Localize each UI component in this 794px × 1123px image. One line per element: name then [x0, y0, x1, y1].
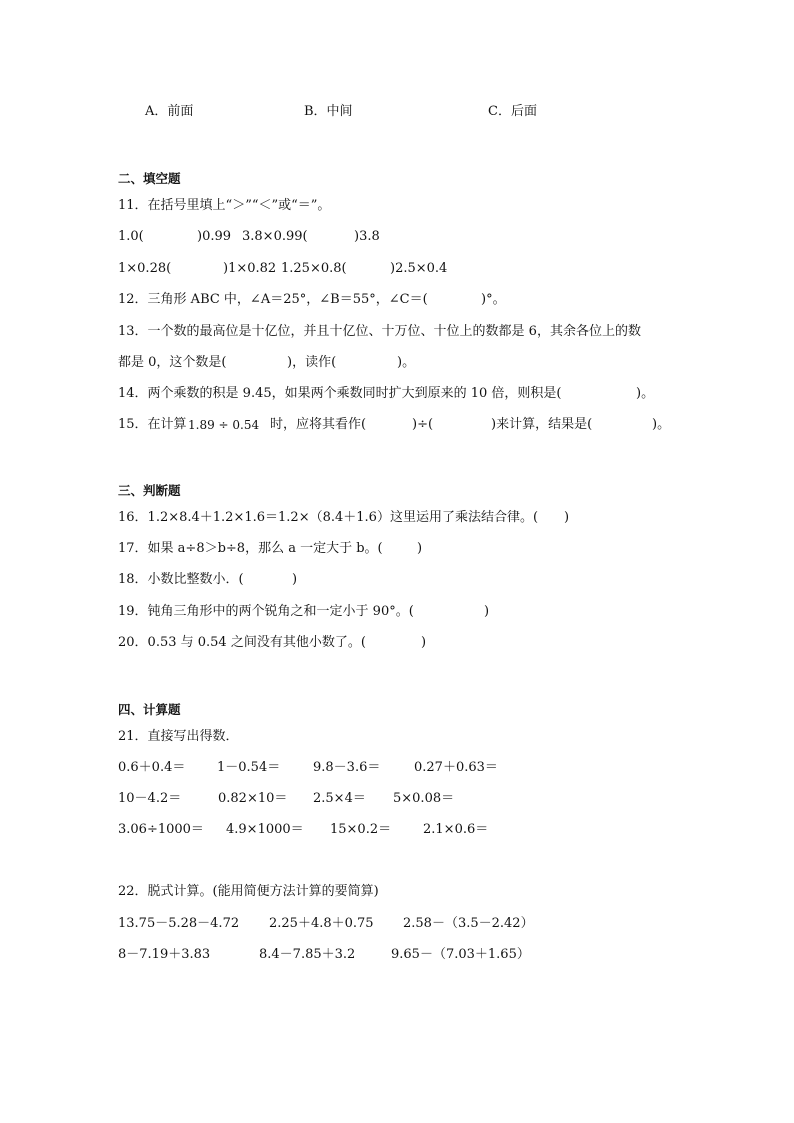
- q21-item: 9.8－3.6＝: [313, 760, 381, 775]
- q15-part-d: )来计算，结果是(: [491, 417, 593, 432]
- q20-part-b: ): [421, 635, 427, 650]
- q21-item: 4.9×1000＝: [226, 822, 304, 837]
- q21-item: 2.5×4＝: [313, 791, 366, 806]
- q15-expression: 1.89 ÷ 0.54: [188, 418, 260, 432]
- q11-row1-part-a: 1.0(: [118, 229, 144, 244]
- q11-row2-part-c: 1.25×0.8(: [281, 261, 347, 276]
- q21-item: 2.1×0.6＝: [423, 822, 489, 837]
- section-title-true-false: 三、判断题: [118, 483, 181, 498]
- q19-part-a: 19．钝角三角形中的两个锐角之和一定小于 90°。(: [118, 604, 414, 619]
- q11-row2-part-d: )2.5×0.4: [390, 261, 448, 276]
- q13-part-c: )。: [397, 355, 416, 370]
- q21-item: 0.27＋0.63＝: [414, 760, 498, 775]
- q21-item: 0.82×10＝: [218, 791, 288, 806]
- q18-part-a: 18．小数比整数小．(: [118, 572, 244, 587]
- section-title-calculation: 四、计算题: [118, 702, 181, 717]
- q19-part-b: ): [484, 604, 490, 619]
- q11-row2-part-a: 1×0.28(: [118, 261, 172, 276]
- q22-item: 13.75－5.28－4.72: [118, 916, 240, 931]
- q11-row1-part-c: 3.8×0.99(: [242, 229, 308, 244]
- q22-item: 8.4－7.85＋3.2: [259, 947, 356, 962]
- q16-part-a: 16．1.2×8.4＋1.2×1.6＝1.2×（8.4＋1.6）这里运用了乘法结合律。(: [118, 510, 539, 525]
- option-b: B．中间: [304, 104, 353, 119]
- q17-part-b: ): [417, 541, 423, 556]
- q12-part-b: )°。: [481, 292, 506, 307]
- q22-item: 2.58－（3.5－2.42）: [403, 916, 534, 931]
- q13-part-a: 都是 0，这个数是(: [118, 355, 227, 370]
- q15-part-c: )÷(: [412, 417, 434, 432]
- q13-part-b: )，读作(: [287, 355, 337, 370]
- q11-row1-part-b: )0.99: [197, 229, 232, 244]
- q22-item: 9.65－（7.03＋1.65）: [391, 947, 530, 962]
- q16-part-b: ): [564, 510, 570, 525]
- q13-line1: 13．一个数的最高位是十亿位，并且十亿位、十万位、十位上的数都是 6，其余各位上的数: [118, 324, 641, 339]
- q12-part-a: 12．三角形 ABC 中，∠A＝25°，∠B＝55°，∠C＝(: [118, 292, 428, 307]
- q11-row2-part-b: )1×0.82: [223, 261, 277, 276]
- q17-part-a: 17．如果 a÷8＞b÷8，那么 a 一定大于 b。(: [118, 541, 383, 556]
- q14-part-a: 14．两个乘数的积是 9.45，如果两个乘数同时扩大到原来的 10 倍，则积是(: [118, 386, 562, 401]
- q21-item: 10－4.2＝: [118, 791, 182, 806]
- option-c: C．后面: [488, 104, 537, 119]
- q21-item: 3.06÷1000＝: [118, 822, 204, 837]
- q15-part-e: )。: [652, 417, 671, 432]
- q22-item: 8－7.19＋3.83: [118, 947, 211, 962]
- q15-part-b: 时，应将其看作(: [270, 417, 367, 432]
- q21-stem: 21．直接写出得数．: [118, 729, 239, 744]
- q22-item: 2.25＋4.8＋0.75: [269, 916, 374, 931]
- q21-item: 0.6＋0.4＝: [118, 760, 186, 775]
- q15-part-a: 15．在计算: [118, 417, 187, 432]
- q14-part-b: )。: [636, 386, 655, 401]
- q21-item: 15×0.2＝: [330, 822, 392, 837]
- option-a: A．前面: [145, 104, 194, 119]
- q21-item: 5×0.08＝: [393, 791, 455, 806]
- q21-item: 1－0.54＝: [217, 760, 281, 775]
- q11-row1-part-d: )3.8: [354, 229, 380, 244]
- q22-stem: 22．脱式计算。(能用简便方法计算的要简算): [118, 884, 379, 899]
- q20-part-a: 20．0.53 与 0.54 之间没有其他小数了。(: [118, 635, 366, 650]
- q18-part-b: ): [292, 572, 298, 587]
- q11-stem: 11．在括号里填上“＞”“＜”或“＝”。: [118, 198, 331, 213]
- section-title-fill-blank: 二、填空题: [118, 171, 181, 186]
